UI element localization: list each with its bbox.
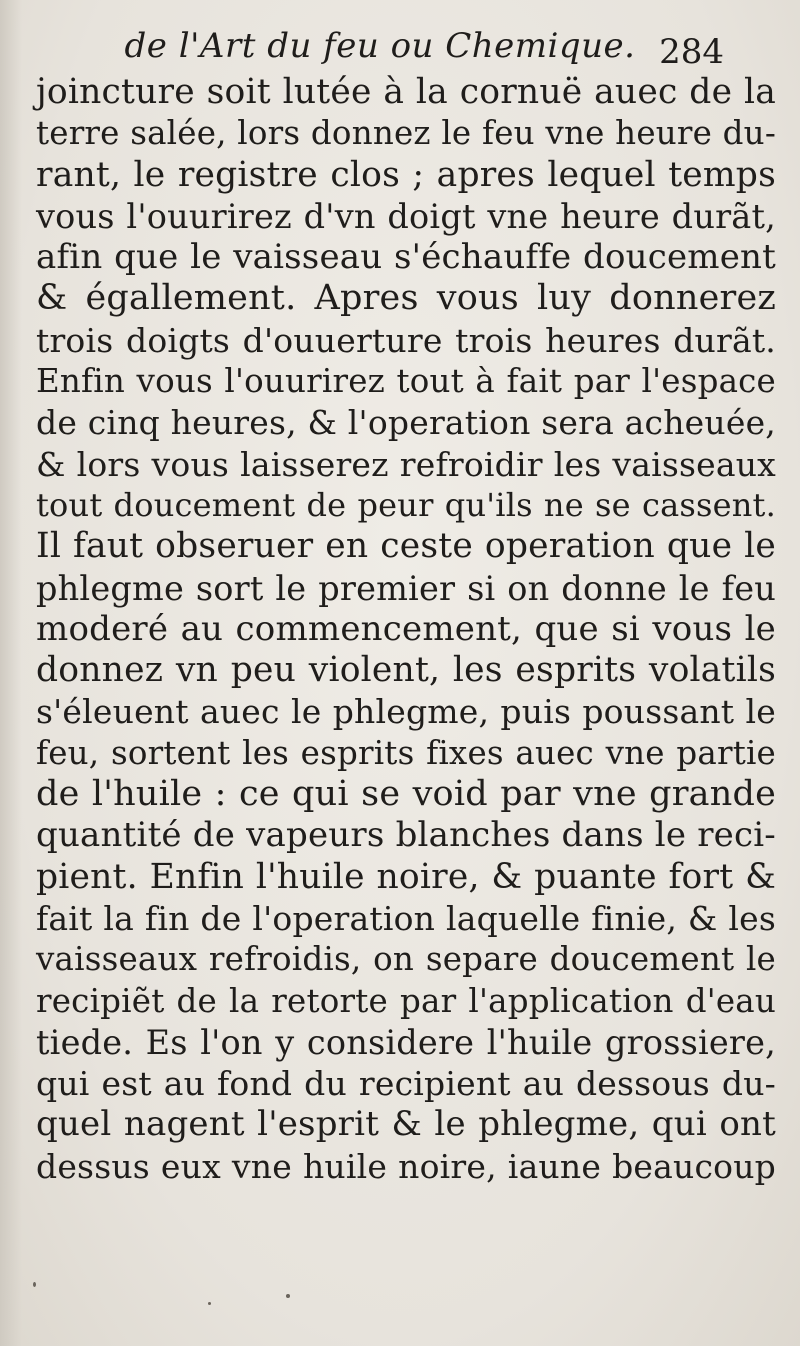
text-line: vous l'ouurirez d'vn doigt vne heure durãt, bbox=[36, 196, 776, 236]
ink-speck bbox=[33, 1282, 36, 1287]
text-line: de l'huile : ce qui se void par vne grande bbox=[36, 774, 776, 815]
text-line: rant, le registre clos ; apres lequel temps bbox=[36, 154, 776, 195]
text-line: & lors vous laisserez refroidir les vaisseaux bbox=[36, 444, 776, 484]
text-line: trois doigts d'ouuerture trois heures durãt. bbox=[36, 320, 776, 360]
text-line: feu, sortent les esprits fixes auec vne partie bbox=[36, 733, 776, 772]
text-line: vaisseaux refroidis, on separe doucement le bbox=[36, 940, 776, 979]
text-line: terre salée, lors donnez le feu vne heure du- bbox=[36, 114, 776, 153]
text-line: tout doucement de peur qu'ils ne se cassent. bbox=[36, 485, 776, 524]
text-line: joincture soit lutée à la cornuë auec de la bbox=[36, 72, 776, 112]
page-number: 284 bbox=[659, 32, 724, 72]
text-line: de cinq heures, & l'operation sera acheuée, bbox=[36, 403, 776, 443]
text-line: moderé au commencement, que si vous le bbox=[36, 608, 776, 649]
text-line: recipiẽt de la retorte par l'application d'eau bbox=[36, 981, 776, 1020]
text-line: pient. Enfin l'huile noire, & puante fort & bbox=[36, 856, 776, 897]
text-line: qui est au fond du recipient au dessous du- bbox=[36, 1064, 776, 1104]
body-text bbox=[36, 72, 776, 1187]
text-line: Il faut obseruer en ceste operation que le bbox=[36, 526, 776, 567]
ink-speck bbox=[208, 1302, 211, 1305]
text-line: s'éleuent auec le phlegme, puis poussant le bbox=[36, 692, 776, 732]
text-line: donnez vn peu violent, les esprits volatils bbox=[36, 650, 776, 691]
text-line: quel nagent l'esprit & le phlegme, qui ont bbox=[36, 1104, 776, 1145]
gutter-shadow bbox=[0, 0, 22, 1346]
text-line: phlegme sort le premier si on donne le feu bbox=[36, 568, 776, 608]
text-line: quantité de vapeurs blanches dans le reci- bbox=[36, 815, 776, 856]
text-line: afin que le vaisseau s'échauffe doucement bbox=[36, 237, 776, 278]
running-head bbox=[0, 18, 800, 74]
text-line: tiede. Es l'on y considere l'huile grossiere, bbox=[36, 1022, 776, 1062]
text-line: & égallement. Apres vous luy donnerez bbox=[36, 278, 776, 319]
text-line: Enfin vous l'ouurirez tout à fait par l'espace bbox=[36, 362, 776, 401]
running-title: de l'Art du feu ou Chemique. bbox=[124, 26, 636, 66]
text-line: fait la fin de l'operation laquelle finie, & les bbox=[36, 898, 776, 938]
ink-speck bbox=[286, 1294, 290, 1298]
text-line: dessus eux vne huile noire, iaune beaucoup bbox=[36, 1146, 776, 1186]
